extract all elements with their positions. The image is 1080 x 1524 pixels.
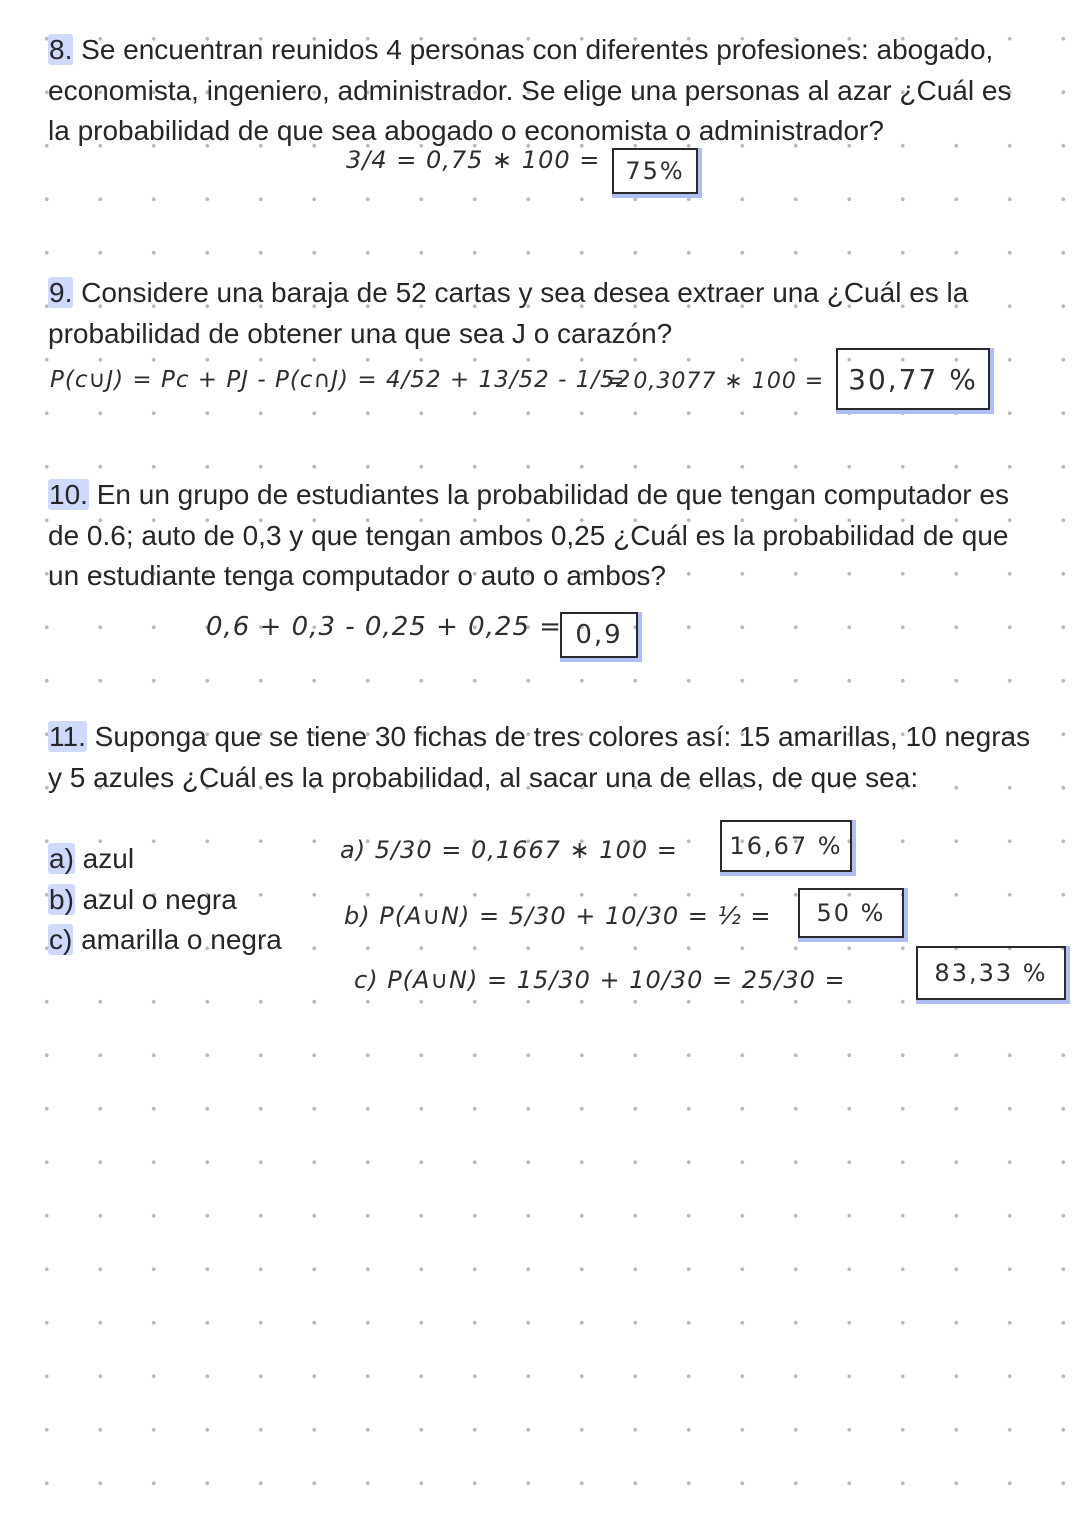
question-8-number: 8.	[49, 34, 73, 65]
q11-option-a	[48, 839, 134, 880]
q11c-boxed-answer: 83,33 %	[916, 946, 1066, 1000]
question-11-text: Suponga que se tiene 30 fichas de tres colores así: 15 amarillas, 10 negras y 5 azules ¿Cuál es la probabilidad, al sacar una de ellas, de que sea:	[48, 721, 1031, 793]
q11-option-c-text: amarilla o negra	[73, 924, 282, 955]
q8-boxed-answer: 75%	[612, 148, 698, 194]
question-11	[48, 717, 1038, 798]
question-10	[48, 475, 1038, 597]
q11-option-a-letter: a)	[49, 843, 74, 874]
question-8-text: Se encuentran reunidos 4 personas con diferentes profesiones: abogado, economista, ingeniero, administrador. Se elige una personas al azar ¿Cuál es la probabilidad de que sea abogado o economista o administrador?	[48, 34, 1012, 147]
q8-handwritten-work: 3/4 = 0,75 ∗ 100 =	[346, 146, 601, 174]
q10-boxed-answer: 0,9	[560, 612, 638, 658]
q11c-handwritten-work: c) P(A∪N) = 15/30 + 10/30 = 25/30 =	[354, 966, 846, 994]
question-11-number: 11.	[49, 721, 86, 752]
q9-handwritten-result: = 0,3077 ∗ 100 =	[606, 369, 825, 394]
q11-option-c	[48, 920, 282, 961]
q9-handwritten-formula: P(c∪J) = Pc + PJ - P(c∩J) = 4/52 + 13/52 - 1/52	[50, 367, 632, 393]
q11b-boxed-answer: 50 %	[798, 888, 904, 938]
q11-option-c-letter: c)	[49, 924, 73, 955]
question-10-text: En un grupo de estudiantes la probabilidad de que tengan computador es de 0.6; auto de 0,3 y que tengan ambos 0,25 ¿Cuál es la probabilidad de que un estudiante tenga computador o auto o ambos?	[48, 479, 1009, 592]
q11b-handwritten-work: b) P(A∪N) = 5/30 + 10/30 = ½ =	[344, 902, 772, 930]
question-9-number: 9.	[49, 277, 73, 308]
q11-option-a-text: azul	[74, 843, 135, 874]
q11-option-b	[48, 880, 237, 921]
q10-handwritten-work: 0,6 + 0,3 - 0,25 + 0,25 =	[206, 612, 563, 642]
q9-boxed-answer: 30,77 %	[836, 348, 990, 410]
q11a-boxed-answer: 16,67 %	[720, 820, 852, 872]
q11-option-b-letter: b)	[49, 884, 74, 915]
question-10-number: 10.	[49, 479, 88, 510]
question-9	[48, 273, 1038, 354]
q11-option-b-text: azul o negra	[74, 884, 237, 915]
question-9-text: Considere una baraja de 52 cartas y sea desea extraer una ¿Cuál es la probabilidad de obtener una que sea J o carazón?	[48, 277, 969, 349]
question-8	[48, 30, 1038, 152]
q11a-handwritten-work: a) 5/30 = 0,1667 ∗ 100 =	[340, 836, 678, 864]
